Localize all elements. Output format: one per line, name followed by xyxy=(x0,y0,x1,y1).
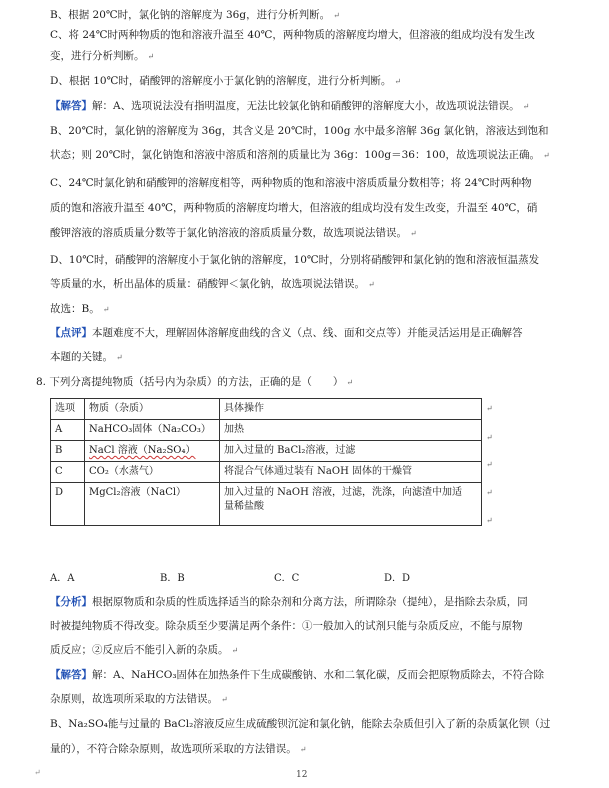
page-number: 12 xyxy=(296,770,308,780)
text-line: C、将 24℃时两种物质的饱和溶液升温至 40℃，两种物质的溶解度均增大，但溶液的组成均没有发生改 xyxy=(50,29,535,41)
text-line: 量的），不符合除杂原则，故选项所采取的方法错误。 ↵ xyxy=(50,743,307,755)
paragraph-mark: ↵ xyxy=(486,460,493,469)
operation-cell: 加入过量的 NaOH 溶液，过滤，洗涤，向滤渣中加适 量稀盐酸 xyxy=(220,483,482,526)
operation-cell: 加入过量的 BaCl₂溶液，过滤 xyxy=(220,441,482,462)
operation-cell: 将混合气体通过装有 NaOH 固体的干燥管 xyxy=(220,462,482,483)
table-row xyxy=(51,462,482,483)
answer-paragraph: 【解答】解：A、NaHCO₃固体在加热条件下生成碳酸钠、水和二氧化碳，反而会把原物质除去，不符合除 xyxy=(50,669,545,681)
option-letter: B xyxy=(51,441,85,462)
choice-c: C．C xyxy=(274,573,300,584)
paragraph-mark: ↵ xyxy=(486,404,493,413)
text-line: C、24℃时氯化钠和硝酸钾的溶解度相等，两种物质的饱和溶液中溶质质量分数相等；将 24℃时两种物 xyxy=(50,177,532,189)
substance-cell: NaHCO₃固体（Na₂CO₃） xyxy=(85,420,220,441)
table-row xyxy=(51,483,482,526)
paragraph-mark: ↵ xyxy=(486,516,493,525)
table-header: 具体操作 xyxy=(220,399,482,420)
option-letter: D xyxy=(51,483,85,526)
text-line: 杂原则，故选项所采取的方法错误。 ↵ xyxy=(50,693,228,705)
comment-tag: 【点评】 xyxy=(50,327,92,339)
substance-cell: NaCl 溶液（Na₂SO₄） xyxy=(85,441,220,462)
option-letter: C xyxy=(51,462,85,483)
text-line: B、根据 20℃时，氯化钠的溶解度为 36g，进行分析判断。 ↵ xyxy=(50,9,340,21)
question-number: 8. xyxy=(36,376,47,388)
text-line: 变，进行分析判断。 ↵ xyxy=(50,50,155,62)
text-line: 质的饱和溶液升温至 40℃，两种物质的溶解度均增大，但溶液的组成均没有发生改变，升温至 40℃，硝 xyxy=(50,202,538,214)
text-line: 酸钾溶液的溶质质量分数等于氯化钠溶液的溶质质量分数，故选项说法错误。 ↵ xyxy=(50,227,417,239)
paragraph-mark: ↵ xyxy=(34,768,41,777)
table-header: 选项 xyxy=(51,399,85,420)
paragraph-mark: ↵ xyxy=(486,488,493,497)
operation-cell: 加热 xyxy=(220,420,482,441)
substance-cell: CO₂（水蒸气） xyxy=(85,462,220,483)
comment-paragraph: 【点评】本题难度不大，理解固体溶解度曲线的含义（点、线、面和交点等）并能灵活运用是正确解答 xyxy=(50,327,523,339)
text-line: B、Na₂SO₄能与过量的 BaCl₂溶液反应生成硫酸钡沉淀和氯化钠，能除去杂质但引入了新的杂质氯化钡（过 xyxy=(50,718,551,730)
question-stem: 8. 下列分离提纯物质（括号内为杂质）的方法，正确的是（ ） ↵ xyxy=(36,376,354,388)
answer-tag: 【解答】 xyxy=(50,669,92,681)
text-line: 状态；则 20℃时，氯化钠饱和溶液中溶质和溶剂的质量比为 36g：100g＝36：100，故选项说法正确。 ↵ xyxy=(50,149,550,161)
text-line: D、10℃时，硝酸钾的溶解度小于氯化钠的溶解度，10℃时，分别将硝酸钾和氯化钠的饱和溶液恒温蒸发 xyxy=(50,254,540,266)
text-line: B、20℃时，氯化钠的溶解度为 36g，其含义是 20℃时，100g 水中最多溶解 36g 氯化钠，溶液达到饱和 xyxy=(50,125,549,137)
analysis-paragraph: 【分析】根据原物质和杂质的性质选择适当的除杂剂和分离方法，所谓除杂（提纯），是指除去杂质，同 xyxy=(50,596,528,608)
substance-cell: MgCl₂溶液（NaCl） xyxy=(85,483,220,526)
text-line: 故选：B。 ↵ xyxy=(50,303,110,315)
choice-a: A．A xyxy=(50,573,75,584)
option-letter: A xyxy=(51,420,85,441)
choice-b: B．B xyxy=(160,573,185,584)
text-line: 等质量的水，析出晶体的质量：硝酸钾＜氯化钠，故选项说法错误。 ↵ xyxy=(50,278,375,290)
text-line: 本题的关键。 ↵ xyxy=(50,351,123,363)
answer-paragraph: 【解答】解：A、选项说法没有指明温度，无法比较氯化钠和硝酸钾的溶解度大小，故选项说法错误。 ↵ xyxy=(50,100,530,112)
table-row xyxy=(51,420,482,441)
table-header: 物质（杂质） xyxy=(85,399,220,420)
table-header-row xyxy=(51,399,482,420)
text-line: 时被提纯物质不得改变。除杂质至少要满足两个条件：①一般加入的试剂只能与杂质反应，不能与原物 xyxy=(50,620,523,632)
options-table xyxy=(50,398,482,526)
text-line: 质反应；②反应后不能引入新的杂质。 ↵ xyxy=(50,644,239,656)
paragraph-mark: ↵ xyxy=(486,433,493,442)
analysis-tag: 【分析】 xyxy=(50,596,92,608)
table-row xyxy=(51,441,482,462)
choice-d: D．D xyxy=(384,573,411,584)
text-line: D、根据 10℃时，硝酸钾的溶解度小于氯化钠的溶解度，进行分析判断。 ↵ xyxy=(50,75,402,87)
answer-tag: 【解答】 xyxy=(50,100,92,112)
